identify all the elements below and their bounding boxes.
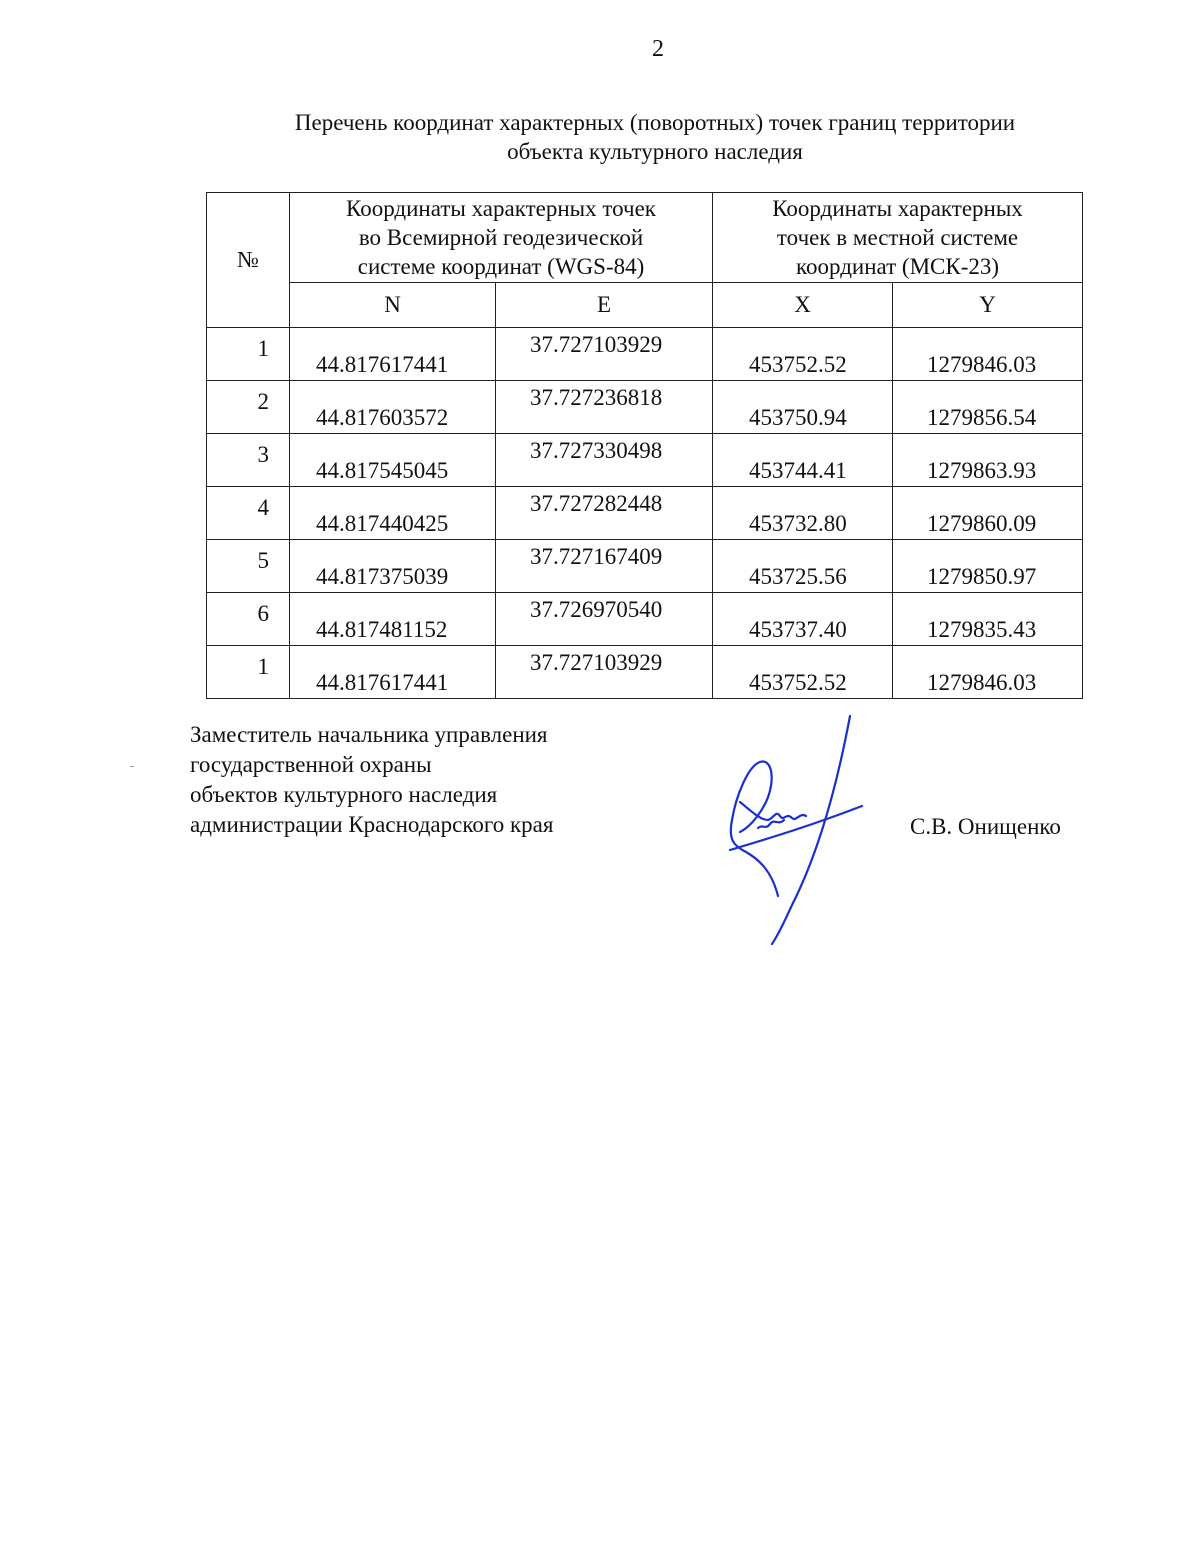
y-column-header: Y <box>893 283 1083 328</box>
longitude-e: 37.727236818 <box>496 381 713 434</box>
latitude-n: 44.817481152 <box>290 593 496 646</box>
coordinates-table <box>206 192 1083 699</box>
msk-x: 453752.52 <box>713 646 893 699</box>
longitude-e: 37.727330498 <box>496 434 713 487</box>
msk-x: 453750.94 <box>713 381 893 434</box>
msk-y: 1279860.09 <box>893 487 1083 540</box>
msk-y: 1279846.03 <box>893 328 1083 381</box>
e-column-header: E <box>496 283 713 328</box>
msk-header-line: точек в местной системе <box>776 225 1019 250</box>
longitude-e: 37.727103929 <box>496 328 713 381</box>
latitude-n: 44.817545045 <box>290 434 496 487</box>
handwritten-signature <box>720 700 880 960</box>
table-row <box>207 381 1083 434</box>
msk-x: 453752.52 <box>713 328 893 381</box>
msk-header-line: координат (МСК-23) <box>795 254 1000 279</box>
point-number: 3 <box>207 434 290 487</box>
latitude-n: 44.817440425 <box>290 487 496 540</box>
point-number: 5 <box>207 540 290 593</box>
signer-position <box>190 720 553 840</box>
msk-y: 1279850.97 <box>893 540 1083 593</box>
latitude-n: 44.817617441 <box>290 328 496 381</box>
table-row <box>207 487 1083 540</box>
page-number: 2 <box>652 36 664 62</box>
msk-x: 453737.40 <box>713 593 893 646</box>
msk-x: 453732.80 <box>713 487 893 540</box>
document-title <box>190 108 1120 166</box>
signature-strokes <box>730 716 862 944</box>
msk-y: 1279835.43 <box>893 593 1083 646</box>
signer-position-line: государственной охраны <box>190 752 432 777</box>
title-line: Перечень координат характерных (поворотных) точек границ территории <box>294 110 1016 135</box>
table-row <box>207 593 1083 646</box>
msk-header <box>713 193 1083 283</box>
msk-y: 1279863.93 <box>893 434 1083 487</box>
table-row <box>207 434 1083 487</box>
longitude-e: 37.727167409 <box>496 540 713 593</box>
point-number: 6 <box>207 593 290 646</box>
longitude-e: 37.727103929 <box>496 646 713 699</box>
signer-position-line: администрации Краснодарского края <box>190 812 554 837</box>
msk-y: 1279856.54 <box>893 381 1083 434</box>
longitude-e: 37.726970540 <box>496 593 713 646</box>
wgs-header-line: Координаты характерных точек <box>346 196 656 221</box>
table-row <box>207 328 1083 381</box>
signer-position-line: Заместитель начальника управления <box>190 722 548 747</box>
title-line: объекта культурного наследия <box>507 139 803 164</box>
msk-y: 1279846.03 <box>893 646 1083 699</box>
longitude-e: 37.727282448 <box>496 487 713 540</box>
table-row <box>207 540 1083 593</box>
latitude-n: 44.817617441 <box>290 646 496 699</box>
n-column-header: N <box>290 283 496 328</box>
point-number: 1 <box>207 328 290 381</box>
msk-x: 453744.41 <box>713 434 893 487</box>
number-column-header: № <box>207 193 290 328</box>
wgs-header <box>290 193 713 283</box>
wgs-header-line: во Всемирной геодезической <box>358 225 644 250</box>
point-number: 1 <box>207 646 290 699</box>
scan-speck <box>130 766 134 767</box>
signer-name: С.В. Онищенко <box>910 814 1061 839</box>
msk-x: 453725.56 <box>713 540 893 593</box>
point-number: 2 <box>207 381 290 434</box>
latitude-n: 44.817603572 <box>290 381 496 434</box>
latitude-n: 44.817375039 <box>290 540 496 593</box>
wgs-header-line: системе координат (WGS-84) <box>357 254 645 279</box>
table-row <box>207 646 1083 699</box>
x-column-header: X <box>713 283 893 328</box>
point-number: 4 <box>207 487 290 540</box>
signer-position-line: объектов культурного наследия <box>190 782 498 807</box>
msk-header-line: Координаты характерных <box>772 196 1023 221</box>
